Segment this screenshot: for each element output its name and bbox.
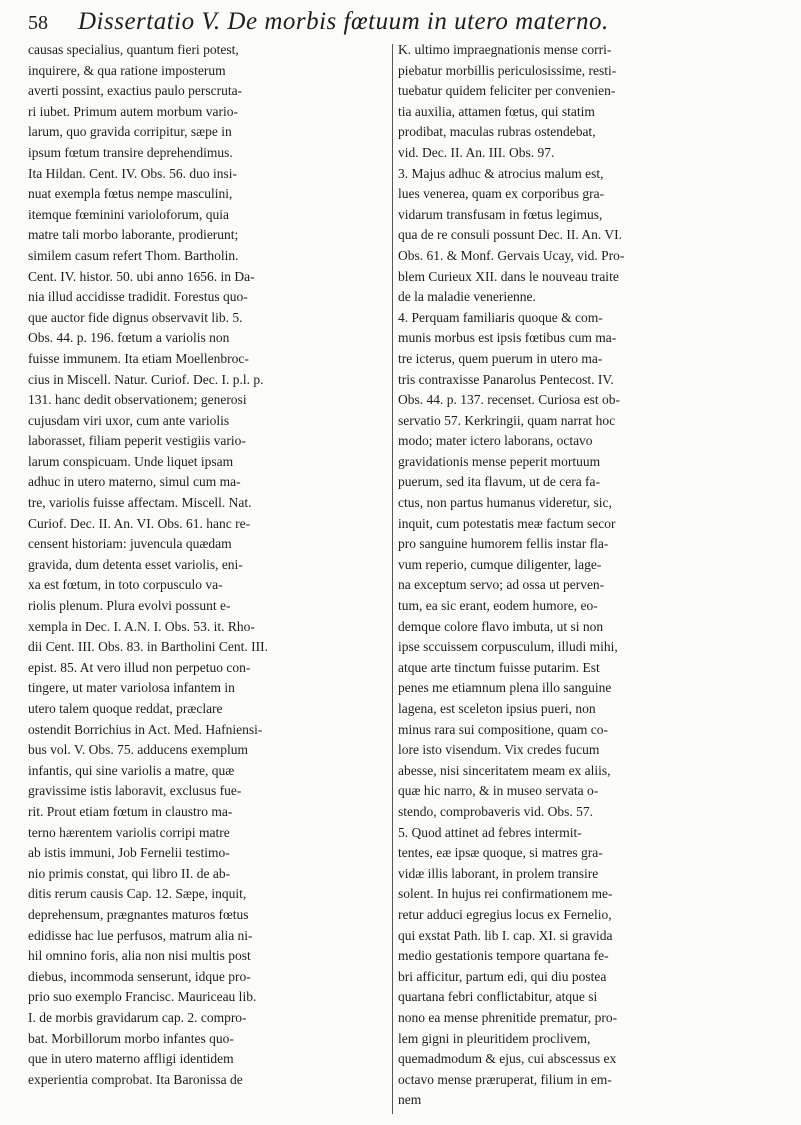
text-line: ostendit Borrichius in Act. Med. Hafniensi-	[28, 721, 263, 737]
text-line: causas specialius, quantum fieri potest,	[28, 42, 239, 57]
text-line: experientia comprobat. Ita Baronissa de	[28, 1071, 243, 1087]
text-line: prio suo exemplo Francisc. Mauriceau lib.	[28, 989, 257, 1005]
text-line: laborasset, filiam peperit vestigiis vario-	[28, 433, 246, 449]
text-line: nuat exempla fœtus nempe masculini,	[28, 186, 233, 202]
text-line: inquit, cum potestatis meæ factum secor	[398, 515, 616, 531]
text-line: tia auxilia, attamen fœtus, qui statim	[398, 103, 595, 119]
text-line: edidisse hac lue perfusos, matrum alia ni-	[28, 927, 253, 943]
text-line: tum, ea sic erant, eodem humore, eo-	[398, 598, 598, 614]
text-line: atque arte tinctum fuisse putarim. Est	[398, 659, 600, 675]
text-line: bus vol. V. Obs. 75. adducens exemplum	[28, 742, 248, 758]
text-line: 3. Majus adhuc & atrocius malum est,	[398, 165, 604, 181]
text-line: cius in Miscell. Natur. Curiof. Dec. I. p.l. p.	[28, 371, 264, 387]
text-line: vum reperio, cumque diligenter, lage-	[398, 556, 602, 572]
text-line: puerum, sed ita flavum, ut de cera fa-	[398, 474, 601, 490]
text-line: xempla in Dec. I. A.N. I. Obs. 53. it. Rho-	[28, 618, 255, 634]
text-line: Ita Hildan. Cent. IV. Obs. 56. duo insi-	[28, 165, 237, 181]
text-line: censent historiam: juvencula quædam	[28, 536, 232, 552]
text-line: stendo, comprobaveris vid. Obs. 57.	[398, 803, 593, 819]
text-line: de la maladie venerienne.	[398, 289, 536, 305]
text-line: Curiof. Dec. II. An. VI. Obs. 61. hanc re-	[28, 515, 251, 531]
text-line: vidæ illis laborant, in prolem transire	[398, 865, 599, 881]
text-line: infantis, qui sine variolis a matre, quæ	[28, 762, 235, 778]
text-line: lem gigni in pleuritidem proclivem,	[398, 1030, 591, 1046]
left-text-column	[28, 40, 383, 1090]
text-line: tre, variolis fuisse affectam. Miscell. Nat.	[28, 495, 252, 511]
text-line: ab istis immuni, Job Fernelii testimo-	[28, 845, 230, 861]
text-line: nem	[398, 1092, 422, 1108]
text-line: bri afficitur, partum edi, qui diu postea	[398, 968, 607, 984]
text-line: terno hærentem variolis corripi matre	[28, 824, 230, 840]
text-line: tuebatur quidem feliciter per convenien-	[398, 83, 616, 99]
text-line: na exceptum servo; ad ossa ut perven-	[398, 577, 605, 593]
text-line: munis morbus est ipsis fœtibus cum ma-	[398, 330, 617, 346]
text-line: qua de re consuli possunt Dec. II. An. VI.	[398, 227, 622, 243]
text-line: deprehensum, prægnantes maturos fœtus	[28, 906, 249, 922]
text-line: qui exstat Path. lib I. cap. XI. si gravida	[398, 927, 613, 943]
text-line: inquirere, & qua ratione imposterum	[28, 62, 226, 78]
text-line: tentes, eæ ipsæ quoque, si matres gra-	[398, 845, 603, 861]
text-line: fuisse immunem. Ita etiam Moellenbroc-	[28, 350, 249, 366]
text-line: blem Curieux XII. dans le nouveau traite	[398, 268, 619, 284]
text-line: quæ hic narro, & in museo servata o-	[398, 783, 599, 799]
text-line: gravissime istis laboravit, exclusus fue-	[28, 783, 242, 799]
text-line: lagena, est sceleton ipsius pueri, non	[398, 701, 596, 716]
page-header	[28, 6, 758, 36]
text-line: Obs. 44. p. 137. recenset. Curiosa est ob-	[398, 392, 620, 408]
text-line: hil omnino foris, alia non nisi multis post	[28, 948, 251, 964]
text-line: vidarum transfusam in fœtus legimus,	[398, 206, 603, 222]
text-line: abesse, nisi sinceritatem meam ex aliis,	[398, 762, 611, 778]
text-line: larum, quo gravida corripitur, sæpe in	[28, 124, 232, 140]
text-line: dii Cent. III. Obs. 83. in Bartholini Cent. III.	[28, 639, 268, 655]
text-line: itemque fœminini varioloforum, quia	[28, 206, 229, 222]
text-line: octavo mense præruperat, filium in em-	[398, 1071, 612, 1087]
text-line: minus rara sui compositione, quam co-	[398, 721, 608, 737]
text-line: xa est fœtum, in toto corpusculo va-	[28, 577, 223, 593]
text-line: que auctor fide dignus observavit lib. 5.	[28, 309, 243, 325]
text-line: diebus, incommoda senserunt, idque pro-	[28, 968, 251, 984]
text-line: lues venerea, quam ex corporibus gra-	[398, 186, 605, 202]
text-line: gravida, dum detenta esset variolis, eni-	[28, 556, 243, 572]
text-line: quemadmodum & ejus, cui abscessus ex	[398, 1051, 617, 1067]
text-line: lore isto visendum. Vix credes fucum	[398, 742, 600, 758]
text-line: piebatur morbillis periculosissime, resti-	[398, 62, 617, 78]
text-line: riolis plenum. Plura evolvi possunt e-	[28, 598, 231, 614]
text-line: tre icterus, quem puerum in utero ma-	[398, 350, 603, 366]
text-line: epist. 85. At vero illud non perpetuo con-	[28, 659, 251, 675]
text-line: averti possint, exactius paulo perscruta-	[28, 83, 243, 99]
text-line: similem casum refert Thom. Bartholin.	[28, 247, 239, 263]
page-number: 58	[28, 12, 48, 34]
text-line: quartana febri conflictabitur, atque si	[398, 989, 598, 1005]
text-line: ctus, non partus humanus videretur, sic,	[398, 495, 612, 511]
text-line: Obs. 61. & Monf. Gervais Ucay, vid. Pro-	[398, 247, 625, 263]
text-line: pro sanguine humorem fellis instar fla-	[398, 536, 609, 552]
running-title: Dissertatio V. De morbis fœtuum in utero materno.	[78, 8, 609, 35]
text-line: que in utero materno affligi identidem	[28, 1051, 234, 1067]
text-line: modo; mater ictero laborans, octavo	[398, 433, 593, 449]
text-line: demque colore flavo imbuta, ut si non	[398, 618, 604, 634]
text-line: ipse sccuissem corpusculum, illudi mihi,	[398, 639, 618, 655]
text-line: 131. hanc dedit observationem; generosi	[28, 392, 247, 408]
text-line: nia illud accidisse tradidit. Forestus quo-	[28, 289, 248, 305]
text-line: I. de morbis gravidarum cap. 2. compro-	[28, 1009, 247, 1025]
text-line: larum conspicuam. Unde liquet ipsam	[28, 453, 234, 469]
text-line: rit. Prout etiam fœtum in claustro ma-	[28, 803, 233, 819]
text-line: Obs. 44. p. 196. fœtum a variolis non	[28, 330, 230, 346]
text-line: solent. In hujus rei confirmationem me-	[398, 886, 613, 902]
text-line: K. ultimo impraegnationis mense corri-	[398, 42, 612, 57]
text-line: vid. Dec. II. An. III. Obs. 97.	[398, 144, 555, 160]
text-line: ipsum fœtum transire deprehendimus.	[28, 144, 233, 160]
column-divider	[392, 44, 393, 1114]
text-line: gravidationis mense peperit mortuum	[398, 453, 601, 469]
text-line: prodibat, maculas rubras ostendebat,	[398, 124, 596, 140]
text-line: tris contraxisse Panarolus Pentecost. IV.	[398, 371, 614, 387]
text-line: ditis rerum causis Cap. 12. Sæpe, inquit,	[28, 886, 247, 902]
text-line: servatio 57. Kerkringii, quam narrat hoc	[398, 412, 616, 428]
text-line: 4. Perquam familiaris quoque & com-	[398, 309, 603, 325]
text-line: tingere, ut mater variolosa infantem in	[28, 680, 235, 696]
right-text-column	[398, 40, 760, 1111]
text-line: utero talem quoque reddat, præclare	[28, 701, 223, 716]
text-line: Cent. IV. histor. 50. ubi anno 1656. in Da-	[28, 268, 255, 284]
text-line: nono ea mense phrenitide prematur, pro-	[398, 1009, 618, 1025]
text-line: 5. Quod attinet ad febres intermit-	[398, 824, 582, 840]
text-line: medio gestationis tempore quartana fe-	[398, 948, 609, 964]
text-line: penes me etiamnum plena illo sanguine	[398, 680, 612, 696]
text-line: matre tali morbo laborante, prodierunt;	[28, 227, 239, 243]
text-line: nio primis constat, qui libro II. de ab-	[28, 865, 231, 881]
text-line: adhuc in utero materno, simul cum ma-	[28, 474, 241, 490]
text-line: cujusdam viri uxor, cum ante variolis	[28, 412, 230, 428]
text-line: ri iubet. Primum autem morbum vario-	[28, 103, 238, 119]
text-line: retur adduci egregius locus ex Fernelio,	[398, 906, 612, 922]
text-line: bat. Morbillorum morbo infantes quo-	[28, 1030, 234, 1046]
